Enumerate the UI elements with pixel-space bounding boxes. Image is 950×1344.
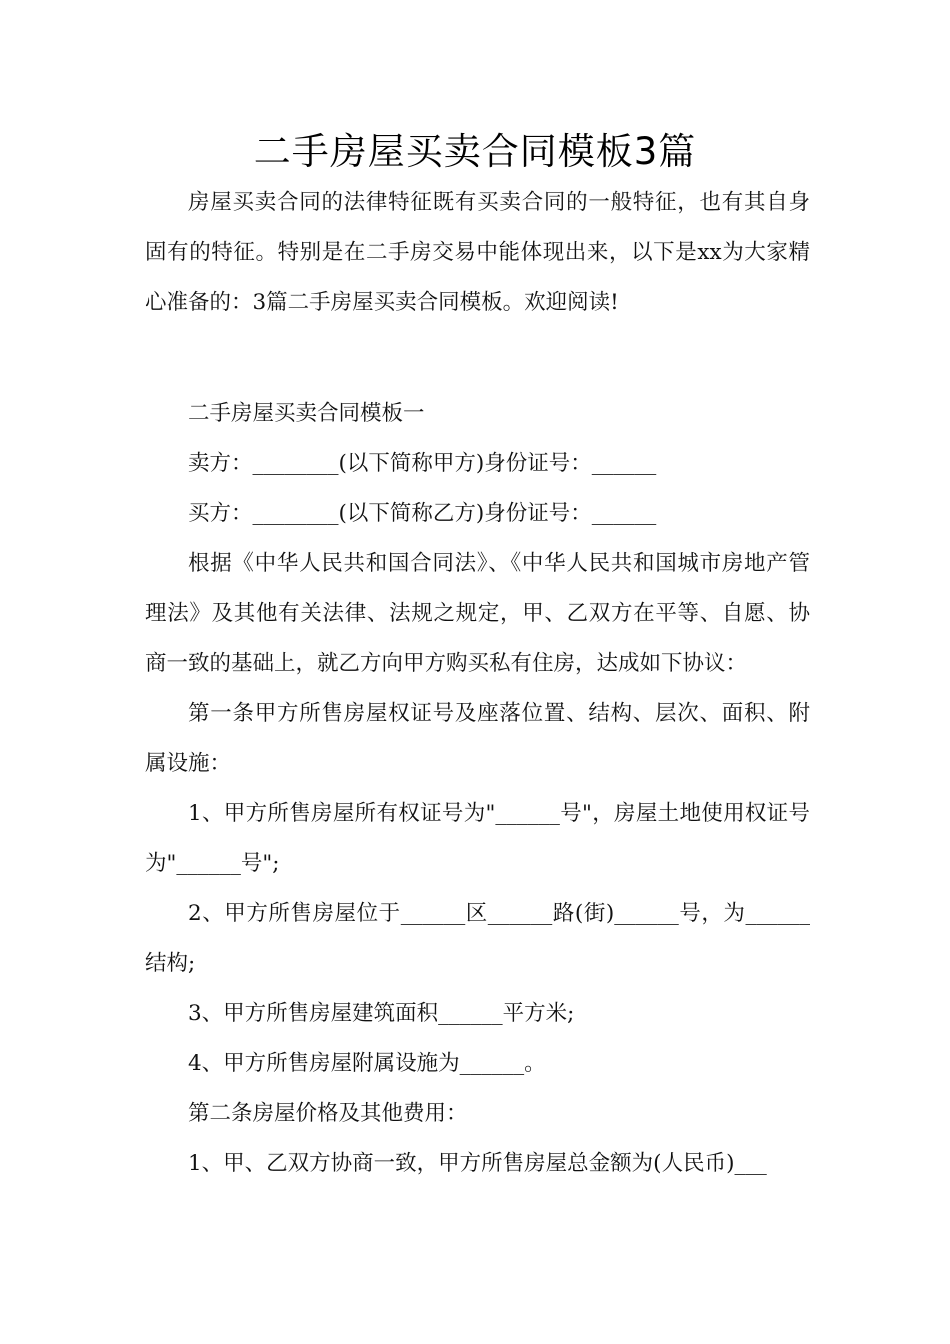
article-one-item-3: 3、甲方所售房屋建筑面积______平方米;	[188, 1001, 575, 1026]
legal-basis-paragraph: 根据《中华人民共和国合同法》、《中华人民共和国城市房地产管理法》及其他有关法律、法规之规定，甲、乙双方在平等、自愿、协商一致的基础上，就乙方向甲方购买私有住房，达成如下协议：	[145, 551, 810, 676]
buyer-line: 买方：________(以下简称乙方)身份证号：______	[188, 501, 657, 526]
document-title: 二手房屋买卖合同模板3篇	[253, 130, 697, 173]
article-one-item-2: 2、甲方所售房屋位于______区______路(街)______号，为______结构;	[145, 901, 810, 976]
article-one-heading: 第一条甲方所售房屋权证号及座落位置、结构、层次、面积、附属设施：	[145, 701, 810, 776]
section-heading: 二手房屋买卖合同模板一	[188, 401, 425, 426]
paragraph-spacer	[145, 328, 810, 389]
intro-paragraph: 房屋买卖合同的法律特征既有买卖合同的一般特征，也有其自身固有的特征。特别是在二手房交易中能体现出来，以下是xx为大家精心准备的：3篇二手房屋买卖合同模板。欢迎阅读!	[145, 190, 810, 315]
article-two-item-1: 1、甲、乙双方协商一致，甲方所售房屋总金额为(人民币)___	[188, 1151, 767, 1176]
article-one-item-4: 4、甲方所售房屋附属设施为______。	[188, 1051, 546, 1076]
document-body	[145, 178, 810, 1189]
article-one-item-1: 1、甲方所售房屋所有权证号为"______号"，房屋土地使用权证号为"______号";	[145, 801, 810, 876]
seller-line: 卖方：________(以下简称甲方)身份证号：______	[188, 451, 657, 476]
article-two-heading: 第二条房屋价格及其他费用：	[188, 1101, 468, 1126]
